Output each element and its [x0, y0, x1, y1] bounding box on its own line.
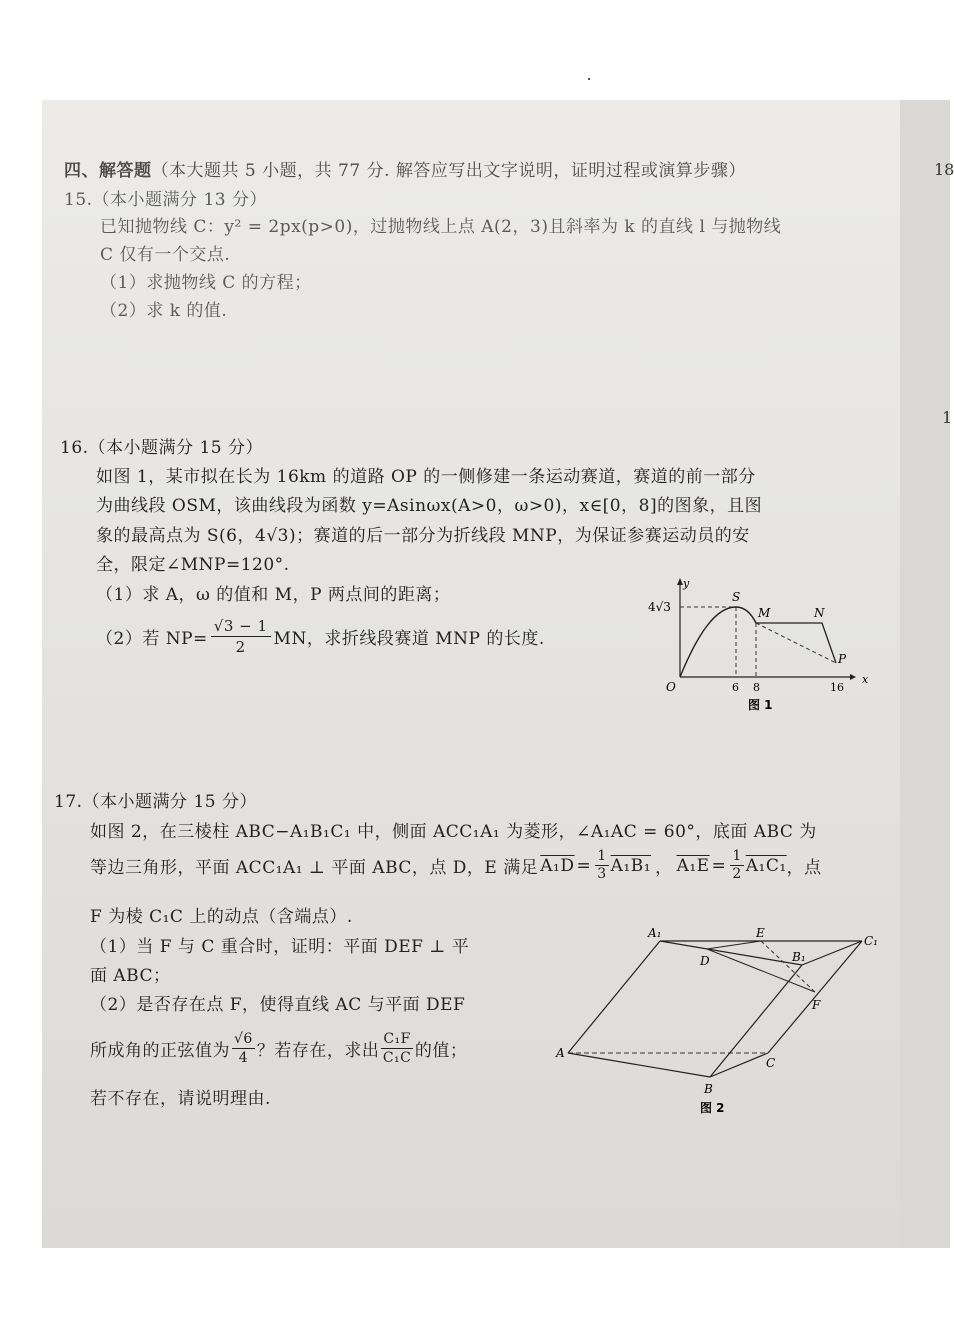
figure-2-caption: 图 2: [700, 1101, 725, 1115]
speck: [588, 78, 590, 80]
segment-de: [707, 941, 761, 949]
tick-4root3: 4√3: [648, 600, 671, 614]
tick-8: 8: [753, 681, 760, 694]
q16-part-1: （1）求 A，ω 的值和 M，P 两点间的距离；: [96, 585, 451, 605]
q17-number: 17.（本小题满分 15 分）: [54, 792, 257, 812]
frac-one-third-den: 3: [597, 866, 607, 882]
edge-ab: [568, 1053, 710, 1077]
q16-line-4: 全，限定∠MNP=120°.: [96, 555, 290, 575]
q16-fraction-denominator: 2: [235, 638, 246, 656]
label-s: S: [732, 590, 741, 604]
q17-part-1b: 面 ABC；: [90, 966, 171, 986]
vector-a1b1: A₁B₁: [610, 855, 652, 876]
edge-a1b1: [660, 941, 802, 965]
frac-one-third-num: 1: [597, 848, 607, 864]
q15-line-2: C 仅有一个交点.: [100, 245, 231, 265]
q15-number: 15.（本小题满分 13 分）: [64, 190, 267, 210]
q17-part-2a: （2）是否存在点 F，使得直线 AC 与平面 DEF: [90, 995, 466, 1015]
q17-line2-end: ，点: [786, 858, 822, 878]
q15-line-3: （1）求抛物线 C 的方程；: [100, 273, 312, 293]
label-c: C: [766, 1056, 776, 1070]
frac-one-half-num: 1: [732, 848, 742, 864]
label-y: y: [683, 577, 690, 590]
label-o: O: [666, 680, 676, 694]
q16-line-2: 为曲线段 OSM，该曲线段为函数 y=Asinωx(A>0，ω>0)，x∈[0，8]的图象，且图: [96, 496, 763, 516]
section-header-note: （本大题共 5 小题，共 77 分. 解答应写出文字说明，证明过程或演算步骤）: [151, 161, 746, 181]
edge-bc: [710, 1053, 768, 1077]
tick-16: 16: [830, 681, 844, 694]
frac-root6-den: 4: [238, 1050, 249, 1066]
x-axis-arrow: [850, 674, 856, 680]
q17-part-2c: 若不存在，请说明理由.: [90, 1089, 271, 1109]
q16-fraction-numerator: √3 − 1: [211, 616, 271, 637]
q16-part2-suffix: MN，求折线段赛道 MNP 的长度.: [273, 629, 545, 649]
frac-root6-num: √6: [234, 1031, 253, 1047]
label-n: N: [814, 606, 825, 620]
label-b: B: [704, 1082, 713, 1096]
q15-line-1: 已知抛物线 C：y² = 2px(p>0)，过抛物线上点 A(2，3)且斜率为 k 的直线 l 与抛物线: [100, 217, 782, 237]
frac-one-third: [595, 848, 608, 883]
q17-line7-mid: ？若存在，求出: [256, 1041, 380, 1061]
label-d: D: [700, 954, 710, 968]
q16-fraction: [211, 616, 271, 657]
q17-line2-prefix: 等边三角形，平面 ACC₁A₁ ⊥ 平面 ABC，点 D，E 满足: [90, 858, 539, 878]
frac-c1f-num: C₁F: [383, 1031, 411, 1047]
q17-line-2: 等边三角形，平面 ACC₁A₁ ⊥ 平面 ABC，点 D，E 满足 A₁D = $\frac{1}{3}$ A₁B₁ ， A₁E = $\frac{1}{2}$ A₁C₁ ，点: [90, 848, 822, 882]
frac-one-half-den: 2: [732, 866, 742, 882]
section-header-label: 四、解答题: [64, 161, 152, 181]
figure-2-prism: [550, 925, 890, 1120]
frac-one-half: [730, 848, 743, 883]
figure-1-caption: 图 1: [748, 698, 773, 712]
label-c1: C₁: [864, 934, 878, 948]
figure-1-graph: [640, 575, 880, 715]
q16-line-3: 象的最高点为 S(6，4√3)；赛道的后一部分为折线段 MNP，为保证参赛运动员的安: [96, 526, 750, 546]
q17-line-3: F 为棱 C₁C 上的动点（含端点）.: [90, 907, 353, 927]
q17-line7-prefix: 所成角的正弦值为: [90, 1041, 230, 1061]
label-x: x: [862, 673, 869, 686]
side-page-number-mid: 1: [942, 408, 953, 427]
adjacent-page-edge: [900, 100, 953, 1248]
edge-aa1: [568, 941, 660, 1053]
label-m: M: [758, 606, 771, 620]
curve-osm: [680, 607, 756, 677]
edge-b1c1: [802, 941, 862, 965]
q17-line7-end: 的值；: [414, 1041, 468, 1061]
q16-part2-prefix: （2）若 NP=: [96, 629, 208, 649]
label-f: F: [812, 998, 821, 1012]
label-a1: A₁: [648, 926, 662, 940]
q17-part-1a: （1）当 F 与 C 重合时，证明：平面 DEF ⊥ 平: [90, 937, 470, 957]
label-p: P: [838, 652, 847, 666]
edge-cc1: [768, 941, 862, 1053]
vector-a1d: A₁D: [540, 855, 575, 876]
label-b1: B₁: [792, 950, 806, 964]
q16-number: 16.（本小题满分 15 分）: [60, 438, 263, 458]
frac-root6-over-4: [232, 1030, 255, 1067]
vector-a1e: A₁E: [676, 855, 710, 876]
label-a: A: [556, 1046, 565, 1060]
q17-line-1: 如图 2，在三棱柱 ABC−A₁B₁C₁ 中，侧面 ACC₁A₁ 为菱形，∠A₁AC = 60°，底面 ABC 为: [90, 822, 817, 842]
vector-a1c1: A₁C₁: [745, 855, 787, 876]
tick-6: 6: [732, 681, 739, 694]
label-e: E: [756, 926, 765, 940]
frac-c1f-over-c1c: [381, 1030, 413, 1067]
section-header: [64, 156, 746, 181]
segment-ef: [761, 941, 815, 992]
q16-line-1: 如图 1，某市拟在长为 16km 的道路 OP 的一侧修建一条运动赛道，赛道的前一部分: [96, 467, 756, 487]
q16-part-2: [96, 616, 545, 657]
q15-line-4: （2）求 k 的值.: [100, 301, 228, 321]
frac-c1c-den: C₁C: [382, 1050, 412, 1066]
q17-part-2b: [90, 1030, 467, 1067]
side-page-number-top: 18: [934, 160, 954, 179]
